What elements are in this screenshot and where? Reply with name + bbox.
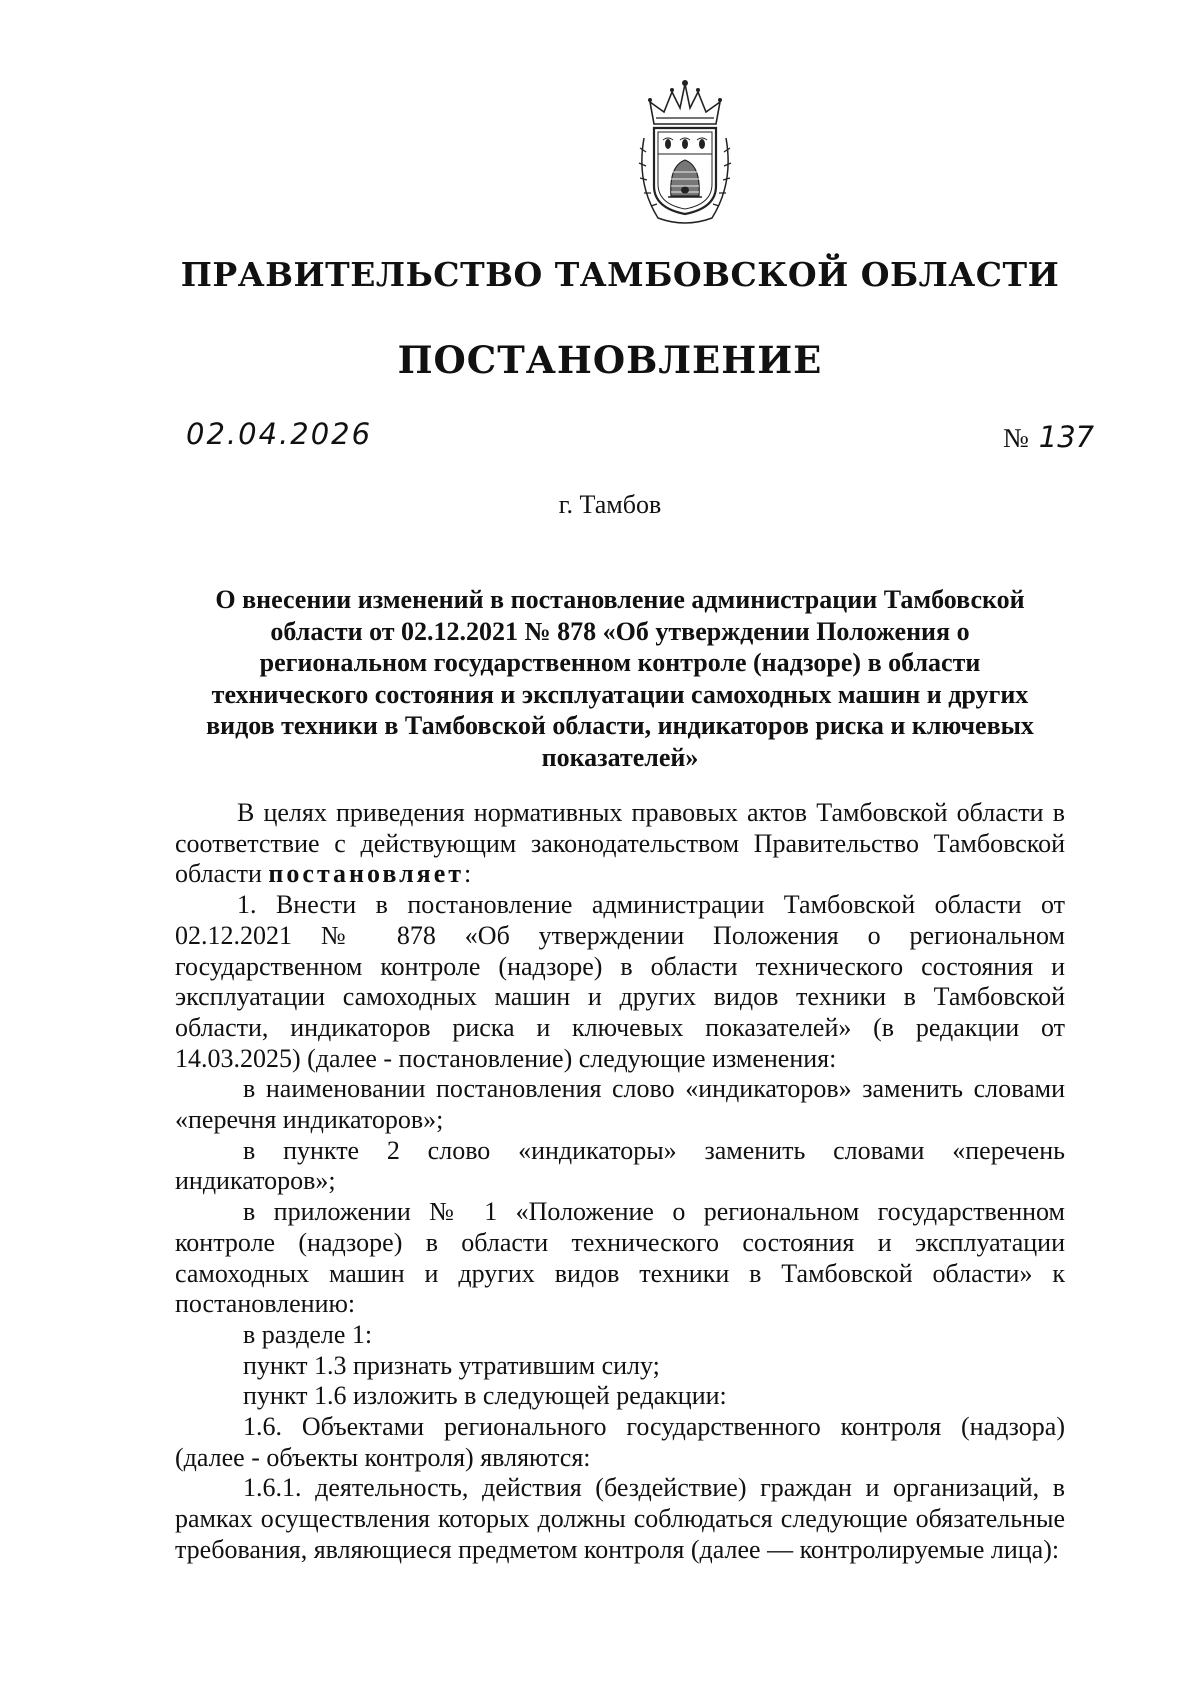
city-line: г. Тамбов <box>558 490 662 519</box>
paragraph-7: пункт 1.6 изложить в следующей редакции: <box>243 1381 727 1411</box>
paragraph-9: 1.6.1. деятельность, действия (бездействие) граждан и организаций, в рамках осуществления которых должны соблюдаться следующие обязательные требования, являющиеся предметом контроля (далее — контролируемые лица): <box>175 1473 1065 1564</box>
document-number <box>1003 420 1094 454</box>
paragraph-1: 1. Внести в постановление администрации Тамбовской области от 02.12.2021 № 878 «Об утверждении Положения о региональном государственном контроле (надзоре) в области технического состояния и эксплуатации самоходных машин и других видов техники в Тамбовской области, индикаторов риска и ключевых показателей» (в редакции от 14.03.2025) (далее - постановление) следующие изменения: <box>175 890 1065 1073</box>
intro-end: : <box>464 859 472 889</box>
organization-title: ПРАВИТЕЛЬСТВО ТАМБОВСКОЙ ОБЛАСТИ <box>180 255 1060 294</box>
document-number-value: 137 <box>1038 420 1095 454</box>
document-subject: О внесении изменений в постановление администрации Тамбовской области от 02.12.2021 № 878 «Об утверждении Положения о региональном государственном контроле (надзоре) в области технического состояния и эксплуатации самоходных машин и других видов техники в Тамбовской области, индикаторов риска и ключевых показателей» <box>206 585 1034 772</box>
paragraph-2: в наименовании постановления слово «индикаторов» заменить словами «перечня индикаторов»; <box>175 1074 1065 1135</box>
intro-paragraph <box>175 798 1065 890</box>
decree-keyword: постановляет <box>268 859 465 889</box>
paragraph-4: в приложении № 1 «Положение о региональном государственном контроле (надзоре) в области технического состояния и эксплуатации самоходных машин и других видов техники в Тамбовской области» к постановлению: <box>175 1197 1065 1319</box>
paragraph-8: 1.6. Объектами регионального государственного контроля (надзора) (далее - объекты контроля) являются: <box>175 1412 1065 1472</box>
paragraph-5: в разделе 1: <box>243 1319 373 1349</box>
document-body <box>175 798 1065 1566</box>
document-date: 02.04.2026 <box>186 417 373 451</box>
paragraph-6: пункт 1.3 признать утратившим силу; <box>243 1350 660 1380</box>
coat-of-arms-emblem <box>630 78 740 228</box>
intro-text: В целях приведения нормативных правовых актов Тамбовской области в соответствие с действующим законодательством Правительство Тамбовской области <box>175 798 1065 889</box>
number-sign: № <box>1003 423 1029 453</box>
document-type-title: ПОСТАНОВЛЕНИЕ <box>397 338 823 382</box>
paragraph-3: в пункте 2 слово «индикаторы» заменить словами «перечень индикаторов»; <box>175 1135 1065 1196</box>
